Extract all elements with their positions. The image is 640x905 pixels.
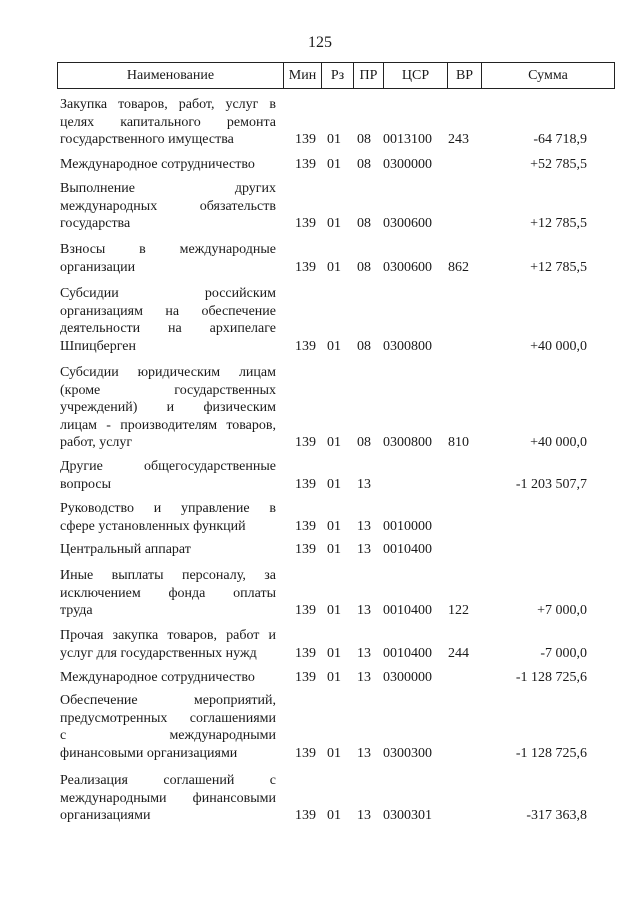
row-pr: 13 bbox=[357, 670, 371, 685]
table-row bbox=[0, 180, 640, 233]
row-rz: 01 bbox=[327, 645, 341, 661]
header-rz: Рз bbox=[321, 63, 353, 88]
row-name-line: лицам - производителям товаров, bbox=[60, 417, 276, 433]
row-name-line: услуг для государственных нужд bbox=[60, 645, 257, 661]
row-vr: 862 bbox=[448, 259, 469, 275]
row-name bbox=[60, 627, 276, 662]
row-vr: 243 bbox=[448, 132, 469, 147]
row-pr: 13 bbox=[357, 603, 371, 618]
row-min: 139 bbox=[295, 259, 316, 275]
row-vr: 122 bbox=[448, 603, 469, 618]
row-name bbox=[60, 285, 276, 355]
row-csr: 0300600 bbox=[383, 216, 432, 231]
row-name-line: Международное сотрудничество bbox=[60, 670, 255, 685]
row-name-line: Реализация соглашений с bbox=[60, 773, 276, 788]
row-name-line: Руководство и управление в bbox=[60, 501, 276, 516]
row-csr: 0300600 bbox=[383, 259, 432, 275]
table-row bbox=[0, 156, 640, 174]
row-name bbox=[60, 669, 276, 687]
row-sum: -1 128 725,6 bbox=[515, 670, 587, 685]
table-row bbox=[0, 458, 640, 493]
row-name bbox=[60, 692, 276, 762]
row-rz: 01 bbox=[327, 157, 341, 172]
table-row bbox=[0, 241, 640, 276]
row-pr: 13 bbox=[357, 476, 371, 492]
row-name-line: (кроме государственных bbox=[60, 382, 276, 398]
row-pr: 08 bbox=[357, 259, 371, 275]
row-pr: 13 bbox=[357, 518, 371, 534]
row-csr: 0300800 bbox=[383, 338, 432, 354]
row-name-line: Субсидии российским bbox=[60, 286, 276, 301]
row-name-line: международных обязательств bbox=[60, 198, 276, 214]
header-min: Мин bbox=[283, 63, 321, 88]
row-rz: 01 bbox=[327, 476, 341, 492]
row-name-line: Субсидии юридическим лицам bbox=[60, 365, 276, 380]
table-row bbox=[0, 669, 640, 687]
row-vr: 810 bbox=[448, 435, 469, 450]
row-name bbox=[60, 772, 276, 825]
row-name-line: государства bbox=[60, 216, 131, 231]
row-rz: 01 bbox=[327, 603, 341, 618]
row-sum: +12 785,5 bbox=[530, 216, 587, 231]
row-name-line: с международными bbox=[60, 728, 276, 743]
row-name-line: Международное сотрудничество bbox=[60, 157, 255, 172]
row-csr: 0010000 bbox=[383, 518, 432, 534]
row-name-line: организациями bbox=[60, 808, 151, 823]
table-row bbox=[0, 541, 640, 559]
row-min: 139 bbox=[295, 338, 316, 354]
row-name-line: исключением фонда оплаты bbox=[60, 585, 276, 601]
table-row bbox=[0, 692, 640, 762]
row-csr: 0300300 bbox=[383, 745, 432, 761]
row-name-line: работ, услуг bbox=[60, 435, 133, 450]
row-pr: 08 bbox=[357, 132, 371, 147]
row-csr: 0010400 bbox=[383, 542, 432, 557]
row-pr: 13 bbox=[357, 745, 371, 761]
row-sum: -1 128 725,6 bbox=[515, 745, 587, 761]
row-name-line: труда bbox=[60, 603, 93, 618]
table-row bbox=[0, 567, 640, 620]
page-number: 125 bbox=[308, 34, 332, 51]
row-name-line: Шпицберген bbox=[60, 338, 137, 354]
row-name bbox=[60, 567, 276, 620]
row-sum: +12 785,5 bbox=[530, 259, 587, 275]
row-min: 139 bbox=[295, 542, 316, 557]
row-name-line: сфере установленных функций bbox=[60, 518, 246, 534]
row-name-line: Иные выплаты персоналу, за bbox=[60, 568, 276, 583]
row-min: 139 bbox=[295, 745, 316, 761]
row-sum: +40 000,0 bbox=[530, 435, 587, 450]
row-min: 139 bbox=[295, 645, 316, 661]
row-name bbox=[60, 241, 276, 276]
row-sum: +40 000,0 bbox=[530, 338, 587, 354]
row-csr: 0010400 bbox=[383, 645, 432, 661]
row-sum: -1 203 507,7 bbox=[515, 476, 587, 492]
row-name-line: организациям на обеспечение bbox=[60, 303, 276, 319]
row-name bbox=[60, 364, 276, 452]
header-pr: ПР bbox=[353, 63, 383, 88]
table-row bbox=[0, 364, 640, 452]
header-sum: Сумма bbox=[481, 63, 614, 88]
row-csr: 0300000 bbox=[383, 670, 432, 685]
row-min: 139 bbox=[295, 132, 316, 147]
row-min: 139 bbox=[295, 670, 316, 685]
row-min: 139 bbox=[295, 216, 316, 231]
row-min: 139 bbox=[295, 435, 316, 450]
row-name-line: вопросы bbox=[60, 476, 111, 492]
row-min: 139 bbox=[295, 476, 316, 492]
row-csr: 0013100 bbox=[383, 132, 432, 147]
row-rz: 01 bbox=[327, 435, 341, 450]
row-name-line: организации bbox=[60, 259, 136, 275]
row-name bbox=[60, 458, 276, 493]
row-csr: 0300800 bbox=[383, 435, 432, 450]
table-row bbox=[0, 772, 640, 825]
header-vr: ВР bbox=[447, 63, 481, 88]
row-rz: 01 bbox=[327, 542, 341, 557]
header-name: Наименование bbox=[126, 68, 215, 83]
row-name-line: Центральный аппарат bbox=[60, 542, 191, 557]
row-name-line: учреждений) и физическим bbox=[60, 400, 276, 415]
row-name-line: деятельности на архипелаге bbox=[60, 321, 276, 336]
row-rz: 01 bbox=[327, 670, 341, 685]
row-csr: 0300301 bbox=[383, 808, 432, 823]
row-name-line: Закупка товаров, работ, услуг в bbox=[60, 97, 276, 112]
row-name bbox=[60, 500, 276, 535]
row-rz: 01 bbox=[327, 259, 341, 275]
row-min: 139 bbox=[295, 603, 316, 618]
row-min: 139 bbox=[295, 157, 316, 172]
row-name-line: Обеспечение мероприятий, bbox=[60, 693, 276, 708]
row-name-line: Прочая закупка товаров, работ и bbox=[60, 628, 276, 643]
row-sum: +52 785,5 bbox=[530, 157, 587, 172]
row-name bbox=[60, 156, 276, 174]
row-rz: 01 bbox=[327, 132, 341, 147]
row-name-line: предусмотренных соглашениями bbox=[60, 710, 276, 726]
row-rz: 01 bbox=[327, 745, 341, 761]
row-name bbox=[60, 180, 276, 233]
row-sum: -7 000,0 bbox=[540, 645, 587, 661]
table-header bbox=[57, 62, 615, 89]
row-sum: -317 363,8 bbox=[526, 808, 587, 823]
row-name-line: Взносы в международные bbox=[60, 242, 276, 257]
row-pr: 08 bbox=[357, 216, 371, 231]
row-name-line: международными финансовыми bbox=[60, 790, 276, 806]
row-min: 139 bbox=[295, 518, 316, 534]
row-sum: -64 718,9 bbox=[533, 132, 587, 147]
row-name-line: целях капитального ремонта bbox=[60, 114, 276, 130]
row-rz: 01 bbox=[327, 518, 341, 534]
row-csr: 0010400 bbox=[383, 603, 432, 618]
row-name-line: государственного имущества bbox=[60, 132, 234, 147]
table-row bbox=[0, 96, 640, 149]
row-pr: 08 bbox=[357, 157, 371, 172]
row-rz: 01 bbox=[327, 216, 341, 231]
row-rz: 01 bbox=[327, 808, 341, 823]
header-csr: ЦСР bbox=[383, 63, 447, 88]
row-name-line: финансовыми организациями bbox=[60, 745, 238, 761]
row-name bbox=[60, 96, 276, 149]
row-pr: 08 bbox=[357, 435, 371, 450]
row-name-line: Другие общегосударственные bbox=[60, 459, 276, 474]
row-csr: 0300000 bbox=[383, 157, 432, 172]
row-pr: 13 bbox=[357, 645, 371, 661]
row-pr: 13 bbox=[357, 542, 371, 557]
row-min: 139 bbox=[295, 808, 316, 823]
table-row bbox=[0, 627, 640, 662]
table-row bbox=[0, 500, 640, 535]
row-name-line: Выполнение других bbox=[60, 181, 276, 196]
row-sum: +7 000,0 bbox=[537, 603, 587, 618]
row-pr: 08 bbox=[357, 338, 371, 354]
row-vr: 244 bbox=[448, 645, 469, 661]
table-row bbox=[0, 285, 640, 355]
row-pr: 13 bbox=[357, 808, 371, 823]
row-rz: 01 bbox=[327, 338, 341, 354]
row-name bbox=[60, 541, 276, 559]
